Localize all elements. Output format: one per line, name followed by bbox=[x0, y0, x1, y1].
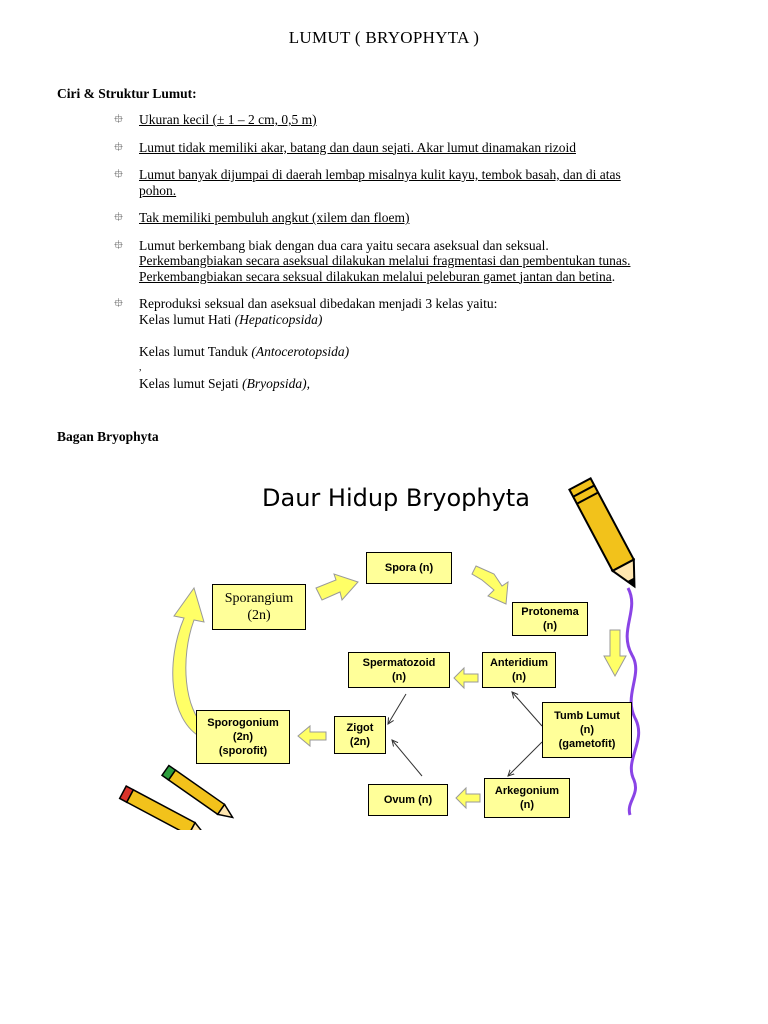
bullet-icon: ⯐ bbox=[114, 167, 124, 181]
diagram-title: Daur Hidup Bryophyta bbox=[262, 484, 530, 512]
node-spora: Spora (n) bbox=[366, 552, 452, 584]
bullet-icon: ⯐ bbox=[114, 139, 124, 154]
diagram-graphics bbox=[110, 470, 650, 830]
arrow-arkegonium-to-ovum bbox=[456, 788, 480, 808]
node-ovum: Ovum (n) bbox=[368, 784, 448, 816]
section-heading-ciri: Ciri & Struktur Lumut: bbox=[57, 86, 197, 101]
node-arkegonium: Arkegonium (n) bbox=[484, 778, 570, 818]
node-tumb-lumut: Tumb Lumut (n) (gametofit) bbox=[542, 702, 632, 758]
arrow-sporangium-to-spora bbox=[316, 574, 358, 600]
arrow-tumb-to-anteridium bbox=[512, 692, 542, 726]
arrow-anteridium-to-spermatozoid bbox=[454, 668, 478, 688]
arrow-protonema-to-tumb bbox=[604, 630, 626, 676]
node-protonema: Protonema (n) bbox=[512, 602, 588, 636]
section-heading-bagan: Bagan Bryophyta bbox=[57, 429, 159, 444]
list-item: ⯐ Ukuran kecil (± 1 – 2 cm, 0,5 m) bbox=[114, 112, 317, 127]
page-title: LUMUT ( BRYOPHYTA ) bbox=[288, 28, 480, 47]
list-item: ⯐ Reproduksi seksual dan aseksual dibedakan menjadi 3 kelas yaitu: Kelas lumut Hati (Hepaticopsida) Kelas lumut Tanduk (Antocerotopsida) , Kelas lumut Sejati (Bryopsida), bbox=[114, 296, 498, 391]
pencil-icon bbox=[569, 478, 645, 592]
bullet-icon: ⯐ bbox=[114, 237, 124, 252]
pencil-group-icon bbox=[120, 765, 236, 830]
node-sporangium: Sporangium (2n) bbox=[212, 584, 306, 630]
bullet-icon: ⯐ bbox=[114, 112, 124, 126]
bryophyta-lifecycle-diagram bbox=[110, 470, 650, 830]
characteristics-list bbox=[114, 112, 714, 403]
arrow-spermatozoid-to-zigot bbox=[388, 694, 406, 724]
list-item: ⯐ Lumut banyak dijumpai di daerah lembap misalnya kulit kayu, tembok basah, dan di atas pohon. bbox=[114, 167, 621, 198]
list-item: ⯐ Tak memiliki pembuluh angkut (xilem dan floem) bbox=[114, 210, 410, 225]
arrow-spora-to-protonema bbox=[472, 566, 508, 604]
node-anteridium: Anteridium (n) bbox=[482, 652, 556, 688]
node-sporogonium: Sporogonium (2n) (sporofit) bbox=[196, 710, 290, 764]
arrow-zigot-to-sporogonium bbox=[298, 726, 326, 746]
bullet-icon: ⯐ bbox=[114, 210, 124, 224]
list-item: ⯐ Lumut berkembang biak dengan dua cara yaitu secara aseksual dan seksual. Perkembangbiakan secara aseksual dilakukan melalui fragmentasi dan pembentukan tunas. Perkembangbiakan secara seksual dilakukan melalui peleburan gamet jantan dan betina. bbox=[114, 237, 631, 284]
arrow-ovum-to-zigot bbox=[392, 740, 422, 776]
node-zigot: Zigot (2n) bbox=[334, 716, 386, 754]
list-item: ⯐ Lumut tidak memiliki akar, batang dan daun sejati. Akar lumut dinamakan rizoid bbox=[114, 139, 576, 155]
arrow-tumb-to-arkegonium bbox=[508, 742, 542, 776]
bullet-icon: ⯐ bbox=[114, 296, 124, 310]
node-spermatozoid: Spermatozoid (n) bbox=[348, 652, 450, 688]
